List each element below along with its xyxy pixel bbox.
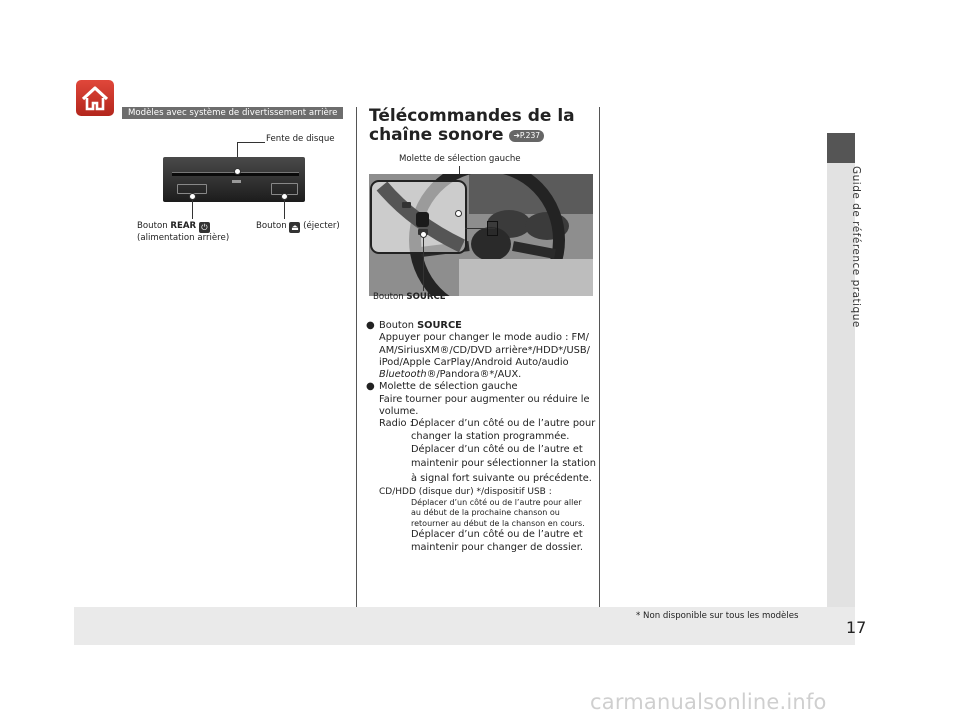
page-reference-link[interactable]: ➔P.237	[509, 130, 544, 142]
label-source-key: SOURCE	[406, 292, 446, 302]
radio-label: Radio :	[379, 418, 413, 430]
section-title	[369, 107, 599, 145]
zoomed-controls-illustration	[372, 182, 465, 252]
bullet-icon: ●	[366, 381, 375, 393]
label-source-prefix: Bouton	[373, 292, 407, 302]
bullet-source-prefix: Bouton	[379, 320, 418, 331]
callout-dot	[234, 168, 241, 175]
side-tab-marker	[827, 133, 855, 163]
text-line: Appuyer pour changer le mode audio : FM/	[379, 332, 589, 344]
text-italic: Bluetooth	[379, 369, 427, 381]
bullet-selector-title: Molette de sélection gauche	[379, 381, 518, 393]
source-description	[366, 332, 598, 381]
column-divider	[356, 107, 357, 607]
text-line: Déplacer d’un côté ou de l’autre pour aller	[411, 497, 582, 507]
callout-zoom-frame	[370, 180, 467, 254]
text-line: maintenir pour sélectionner la station	[411, 458, 596, 470]
label-disc-slot: Fente de disque	[266, 134, 335, 144]
unit-logo	[232, 180, 241, 183]
label-rear-sub: (alimentation arrière)	[137, 233, 230, 243]
label-eject-suffix: (éjecter)	[303, 221, 340, 231]
text-line: Déplacer d’un côté ou de l’autre et	[411, 443, 583, 455]
radio-block	[379, 418, 598, 486]
body-text	[366, 320, 598, 554]
bullet-icon: ●	[366, 320, 375, 331]
selector-description	[366, 394, 598, 554]
side-tab-label: Guide de référence pratique	[850, 166, 862, 328]
label-rear-key: REAR	[170, 221, 197, 231]
bullet-source	[366, 320, 598, 332]
column-divider	[599, 107, 600, 607]
eject-icon: ⏏	[291, 223, 299, 232]
text-line: retourner au début de la chanson en cours.	[411, 518, 585, 528]
home-icon[interactable]	[76, 80, 114, 116]
callout-line	[237, 142, 265, 143]
callout-line	[284, 199, 285, 219]
text-line: iPod/Apple CarPlay/Android Auto/audio	[379, 356, 569, 368]
callout-line	[192, 199, 193, 219]
callout-target-frame	[487, 221, 498, 236]
text-line: à signal fort suivante ou précédente.	[411, 472, 592, 484]
footnote: * Non disponible sur tous les modèles	[636, 611, 799, 621]
section-title-line1: Télécommandes de la	[369, 106, 575, 126]
text-line: changer la station programmée.	[411, 430, 570, 442]
text-line: ®/Pandora®*/AUX.	[426, 369, 522, 381]
text-line: Déplacer d’un côté ou de l’autre pour	[411, 418, 596, 430]
page-reference-text: P.237	[519, 131, 541, 140]
label-eject-prefix: Bouton	[256, 221, 287, 231]
model-tag: Modèles avec système de divertissement arrière	[122, 107, 343, 119]
text-line: AM/SiriusXM®/CD/DVD arrière*/HDD*/USB/	[379, 344, 590, 356]
text-line: Déplacer d’un côté ou de l’autre et	[411, 529, 583, 541]
text-line: maintenir pour changer de dossier.	[411, 541, 583, 553]
cd-label: CD/HDD (disque dur) */dispositif USB :	[379, 487, 552, 498]
side-tab-label-wrap	[812, 166, 870, 328]
text-line: Faire tourner pour augmenter ou réduire le	[379, 393, 590, 405]
page-number: 17	[846, 618, 867, 637]
watermark: carmanualsonline.info	[590, 690, 827, 714]
label-source-button	[373, 292, 446, 303]
callout-line	[423, 237, 424, 291]
bullet-selector	[366, 381, 598, 393]
callout-dot	[455, 210, 462, 217]
cd-description	[379, 498, 598, 530]
label-rear-button	[137, 221, 229, 244]
section-title-line2: chaîne sonore	[369, 125, 504, 145]
text-line: volume.	[379, 406, 419, 418]
label-eject-button	[256, 221, 340, 233]
power-icon: ⏻	[199, 222, 210, 233]
label-selector-wheel: Molette de sélection gauche	[399, 154, 521, 164]
text-line: au début de la prochaine chanson ou	[411, 508, 560, 518]
house-icon	[76, 80, 114, 116]
bullet-source-key: SOURCE	[417, 320, 462, 331]
label-rear-prefix: Bouton	[137, 221, 171, 231]
